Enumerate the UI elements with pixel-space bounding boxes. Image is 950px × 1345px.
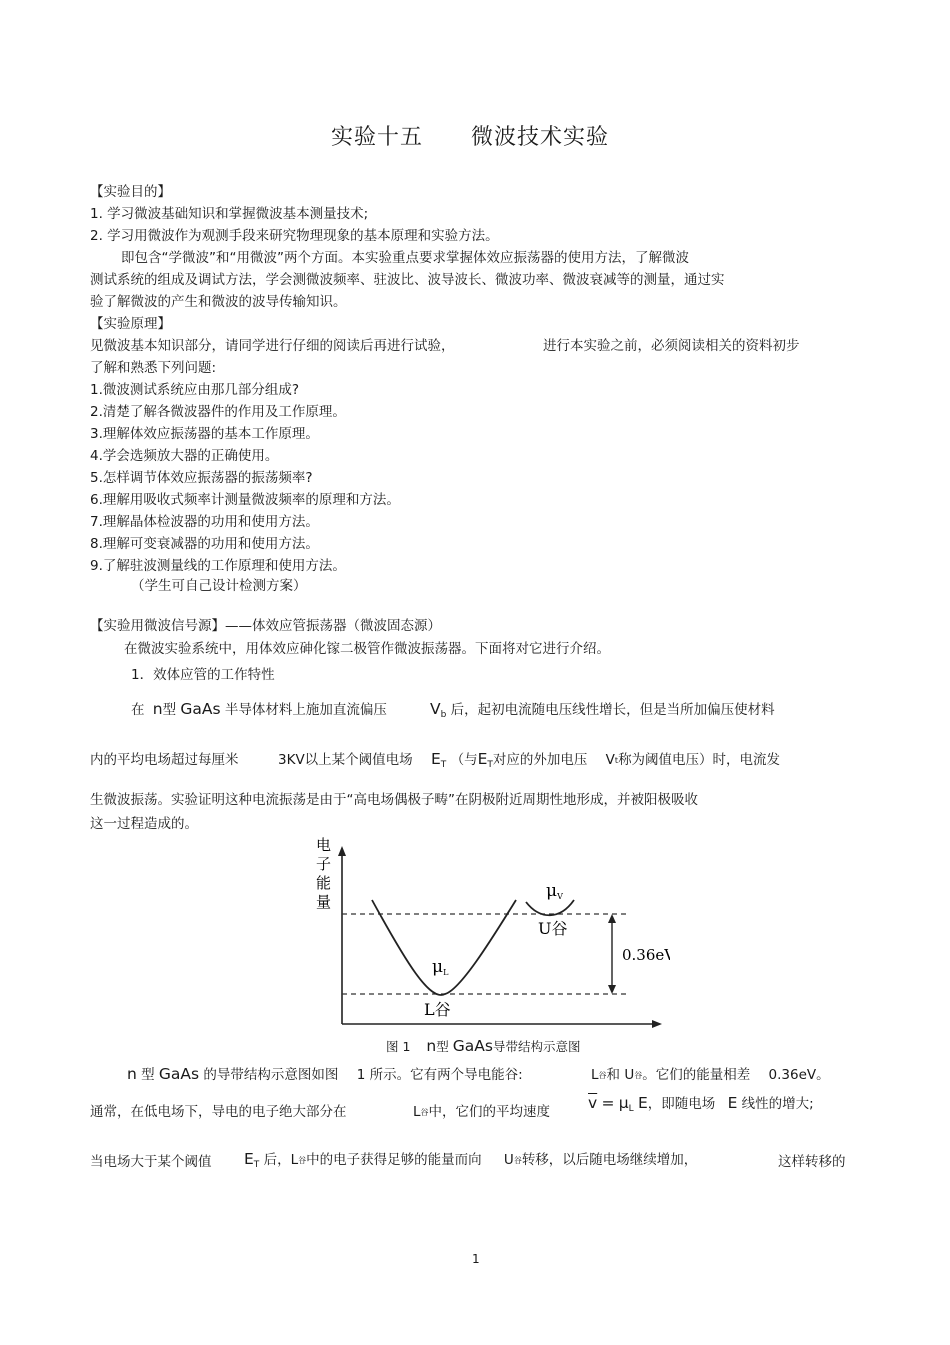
- x-axis-arrow: [652, 1020, 662, 1028]
- question-item: 1.微波测试系统应由那几部分组成?: [90, 382, 300, 398]
- question-item: 7.理解晶体检波器的功用和使用方法。: [90, 514, 319, 530]
- para2-line: n 型 GaAs 的导带结构示意图如图 1 所示。它有两个导电能谷:: [127, 1065, 523, 1083]
- subheading: 1．效体应管的工作特性: [131, 667, 275, 683]
- para2-line: 通常，在低电场下，导电的电子绝大部分在: [90, 1104, 347, 1120]
- y-axis-arrow: [338, 846, 346, 856]
- question-item: 6.理解用吸收式频率计测量微波频率的原理和方法。: [90, 492, 400, 508]
- question-item: 5.怎样调节体效应振荡器的振荡频率?: [90, 470, 313, 486]
- para1-line: 在 n型 GaAs 半导体材料上施加直流偏压: [131, 700, 387, 718]
- principle-line: 见微波基本知识部分，请同学进行仔细的阅读后再进行试验，: [90, 338, 455, 354]
- principle-heading: 【实验原理】: [90, 316, 171, 332]
- question-item: 9.了解驻波测量线的工作原理和使用方法。: [90, 558, 346, 574]
- y-label-char: 量: [316, 893, 332, 911]
- question-item: 4.学会选频放大器的正确使用。: [90, 448, 279, 464]
- para1-line: 3KV以上某个阈值电场 $E_T$ （与$E_T$对应的外加电压 Vt称为阈值电压）时，电流发: [278, 750, 781, 770]
- design-note: （学生可自己设计检测方案）: [131, 578, 307, 594]
- principle-line: 了解和熟悉下列问题:: [90, 360, 217, 376]
- figure-caption: 图 1 n型 GaAs导带结构示意图: [386, 1037, 581, 1055]
- para2-line: L谷和 U谷。它们的能量相差 0.36eV。: [591, 1067, 830, 1083]
- energy-gap-label: 0.36eV: [622, 946, 670, 964]
- band-diagram: [310, 832, 670, 1032]
- title-part1: 实验十五: [331, 125, 424, 150]
- para1-line: 内的平均电场超过每厘米: [90, 752, 239, 768]
- gap-arrow-head: [608, 985, 616, 994]
- gap-arrow-head: [608, 914, 616, 923]
- para2-line: L谷中，它们的平均速度: [413, 1104, 551, 1120]
- para2-line: 这样转移的: [778, 1154, 846, 1170]
- source-intro: 在微波实验系统中，用体效应砷化镓二极管作微波振荡器。下面将对它进行介绍。: [124, 641, 610, 657]
- mu-v-label: μV: [546, 881, 563, 901]
- page-title: [331, 120, 609, 151]
- para1-line: 生微波振荡。实验证明这种电流振荡是由于“高电场偶极子畴”在阴极附近周期性地形成，并被阳极吸收: [90, 792, 698, 808]
- purpose-item: 1. 学习微波基础知识和掌握微波基本测量技术;: [90, 206, 369, 222]
- velocity-formula: $\overline{v} = \mu_L$ E，即随电场 E 线性的增大;: [588, 1094, 814, 1114]
- y-label-char: 能: [316, 874, 332, 892]
- principle-line: 进行本实验之前，必须阅读相关的资料初步: [543, 338, 800, 354]
- para2-line: 当电场大于某个阈值: [90, 1154, 212, 1170]
- mu-l-label: μL: [432, 957, 449, 977]
- purpose-item: 2. 学习用微波作为观测手段来研究物理现象的基本原理和实验方法。: [90, 228, 499, 244]
- figure-band-structure: [310, 832, 670, 1032]
- purpose-paragraph-line: 测试系统的组成及调试方法，学会测微波频率、驻波比、波导波长、微波功率、微波衰减等的测量，通过实: [90, 272, 725, 288]
- purpose-paragraph-line: 即包含“学微波”和“用微波”两个方面。本实验重点要求掌握体效应振荡器的使用方法，了解微波: [121, 250, 689, 266]
- question-item: 3.理解体效应振荡器的基本工作原理。: [90, 426, 319, 442]
- source-heading: 【实验用微波信号源】——体效应管振荡器（微波固态源）: [90, 618, 441, 634]
- purpose-paragraph-line: 验了解微波的产生和微波的波导传输知识。: [90, 294, 347, 310]
- y-label-char: 电: [316, 836, 332, 854]
- u-valley-label: U谷: [538, 919, 568, 938]
- u-valley-curve: [526, 900, 574, 915]
- para1-line: $V_b$ 后，起初电流随电压线性增长，但是当所加偏压使材料: [430, 700, 775, 720]
- purpose-heading: 【实验目的】: [90, 184, 171, 200]
- title-part2: 微波技术实验: [471, 125, 610, 150]
- l-valley-label: L谷: [424, 1000, 451, 1019]
- para2-line: $E_T$ 后，L谷中的电子获得足够的能量而向 U谷转移，以后随电场继续增加，: [244, 1150, 698, 1170]
- question-item: 8.理解可变衰减器的功用和使用方法。: [90, 536, 319, 552]
- para1-line: 这一过程造成的。: [90, 816, 198, 832]
- page-number: 1: [472, 1252, 480, 1266]
- question-item: 2.清楚了解各微波器件的作用及工作原理。: [90, 404, 346, 420]
- y-label-char: 子: [316, 855, 332, 873]
